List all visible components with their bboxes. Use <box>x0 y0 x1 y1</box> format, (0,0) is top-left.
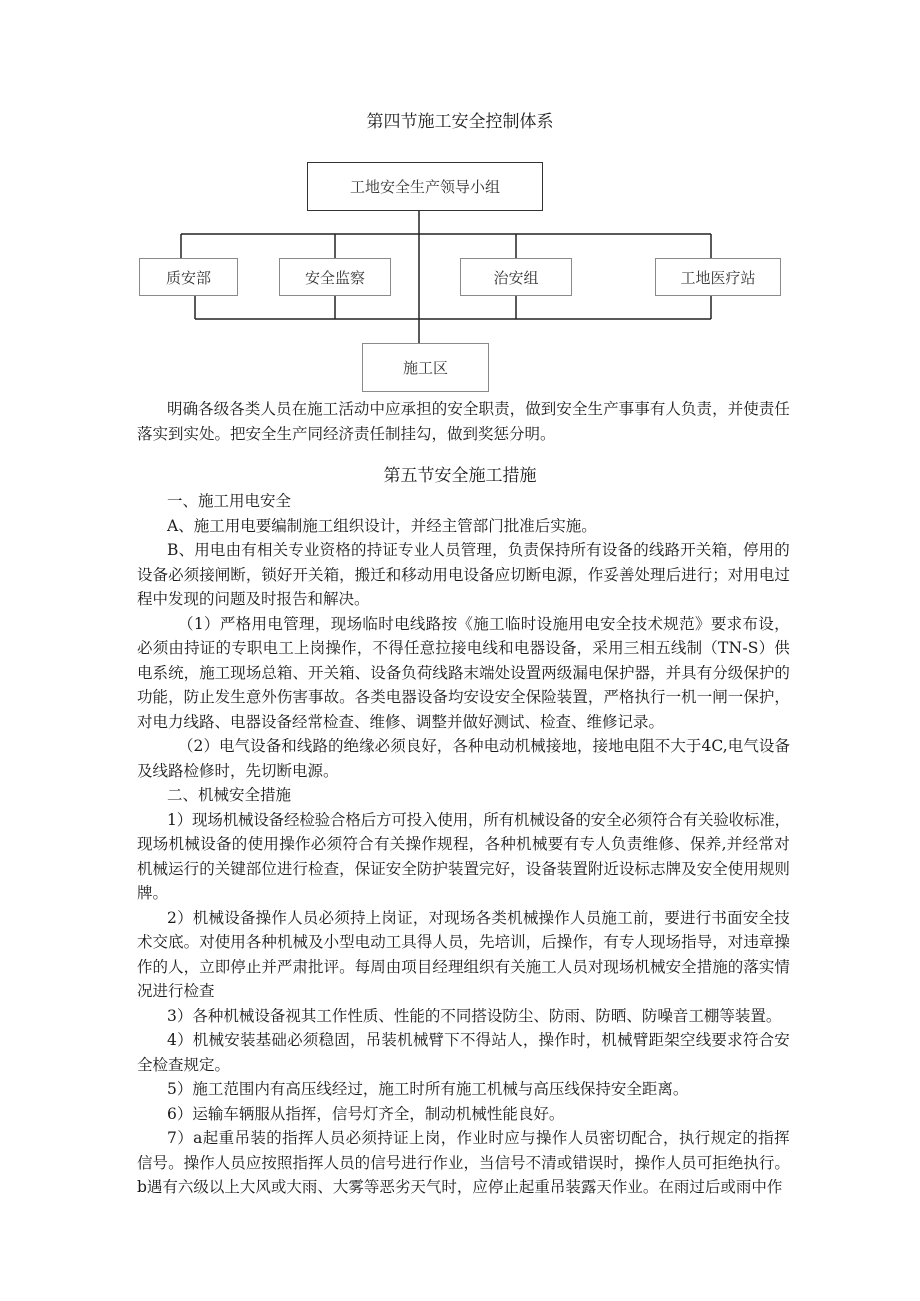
text-line <box>137 930 790 954</box>
text-line-content: 落实到实处。把安全生产同经济责任制挂勾，做到奖惩分明。 <box>137 424 556 443</box>
text-line <box>178 734 790 758</box>
text-line-content: 1）现场机械设备经检验合格后方可投入使用，所有机械设备的安全必须符合有关验收标准， <box>167 810 790 829</box>
text-line <box>137 1053 790 1077</box>
text-line-content: 机械运行的关键部位进行检查，保证安全防护装置完好，设备装置附近设标志牌及安全使用规则 <box>137 859 790 878</box>
section4-title: 第四节施工安全控制体系 <box>366 112 554 132</box>
text-line-content: 电系统，施工现场总箱、开关箱、设备负荷线路末端处设置两级漏电保护器，并具有分级保护的 <box>137 663 790 682</box>
text-line-content: B、用电由有相关专业资格的持证专业人员管理，负责保持所有设备的线路开关箱，停用的 <box>167 541 790 559</box>
text-line <box>167 538 790 562</box>
text-line-content: 设备必须接闸断，锁好开关箱，搬迁和移动用电设备应切断电源，作妥善处理后进行；对用电过 <box>137 565 790 584</box>
text-line-content: 6）运输车辆服从指挥，信号灯齐全，制动机械性能良好。 <box>167 1104 565 1123</box>
text-line <box>137 759 790 783</box>
text-line <box>137 1151 790 1175</box>
text-line-content: 必须由持证的专职电工上岗操作，不得任意拉接电线和电器设备，采用三相五线制（TN-S）供 <box>137 639 790 657</box>
text-line-content: 5）施工范围内有高压线经过，施工时所有施工机械与高压线保持安全距离。 <box>167 1080 689 1098</box>
text-line-content: b遇有六级以上大风或大雨、大雾等恶劣天气时，应停止起重吊装露天作业。在雨过后或雨中作 <box>137 1178 783 1196</box>
text-line-content: 及线路检修时，先切断电源。 <box>137 761 339 780</box>
text-line <box>137 710 790 734</box>
text-line <box>137 636 790 660</box>
text-line <box>137 422 790 446</box>
text-line <box>167 1126 790 1150</box>
text-line-content: 对电力线路、电器设备经常检查、维修、调整并做好测试、检查、维修记录。 <box>137 712 665 731</box>
text-line <box>167 489 790 513</box>
text-line <box>137 832 790 856</box>
text-line-content: 功能，防止发生意外伤害事故。各类电器设备均安设安全保险装置，严格执行一机一闸一保护， <box>137 688 790 706</box>
org-box-leadership-group: 工地安全生产领导小组 <box>307 162 543 211</box>
org-box-safety-supervision: 安全监察 <box>279 258 391 296</box>
text-line <box>137 955 790 979</box>
text-line-content: 全检查规定。 <box>137 1055 231 1074</box>
text-line-content: 3）各种机械设备视其工作性质、性能的不同搭设防尘、防雨、防晒、防噪音工棚等装置。 <box>167 1006 782 1025</box>
org-box-security-team: 治安组 <box>460 258 572 296</box>
text-line-content: 2）机械设备操作人员必须持上岗证，对现场各类机械操作人员施工前，要进行书面安全技 <box>167 908 791 927</box>
text-line-content: A、施工用电要编制施工组织设计，并经主管部门批准后实施。 <box>167 516 597 535</box>
text-line <box>137 857 790 881</box>
text-line <box>167 514 790 538</box>
text-line <box>167 808 790 832</box>
text-line <box>137 881 790 905</box>
text-line-content: 况进行检查 <box>137 982 215 1000</box>
text-line-content: 作的人，立即停止并严肃批评。每周由项目经理组织有关施工人员对现场机械安全措施的落实情 <box>137 957 790 976</box>
text-line <box>137 685 790 709</box>
text-line-content: （1）严格用电管理，现场临时电线路按《施工临时设施用电安全技术规范》要求布设， <box>178 614 791 633</box>
text-line-content: 7）a起重吊装的指挥人员必须持证上岗，作业时应与操作人员密切配合，执行规定的指挥 <box>167 1129 790 1147</box>
text-line-content: 二、机械安全措施 <box>167 786 292 804</box>
text-line <box>167 783 790 807</box>
text-line-content: 术交底。对使用各种机械及小型电动工具得人员，先培训，后操作，有专人现场指导，对违章操 <box>137 933 790 951</box>
text-line <box>178 612 790 636</box>
text-line-content: （2）电气设备和线路的绝缘必须良好，各种电动机械接地，接地电阻不大于4C,电气设备 <box>178 737 791 755</box>
text-line <box>167 1028 790 1052</box>
text-line <box>137 661 790 685</box>
org-box-quality-safety-dept: 质安部 <box>139 258 238 296</box>
section5-title: 第五节安全施工措施 <box>383 466 537 486</box>
text-line <box>137 1175 790 1199</box>
org-box-site-clinic: 工地医疗站 <box>655 258 781 296</box>
text-line-content: 牌。 <box>137 884 169 902</box>
text-line-content: 信号。操作人员应按照指挥人员的信号进行作业，当信号不清或错误时，操作人员可拒绝执行。 <box>137 1153 790 1172</box>
text-line <box>137 563 790 587</box>
text-line-content: 现场机械设备的使用操作必须符合有关操作规程，各种机械要有专人负责维修、保养,并经常对 <box>137 835 790 853</box>
text-line-content: 明确各级各类人员在施工活动中应承担的安全职责，做到安全生产事事有人负责，并使责任 <box>167 400 791 418</box>
text-line <box>167 1004 790 1028</box>
text-line <box>167 906 790 930</box>
text-line-content: 4）机械安装基础必须稳固，吊装机械臂下不得站人，操作时，机械臂距架空线要求符合安 <box>167 1031 791 1049</box>
text-line <box>137 587 790 611</box>
org-box-construction-area: 施工区 <box>362 343 489 392</box>
text-line <box>167 1102 790 1126</box>
text-line-content: 程中发现的问题及时报告和解决。 <box>137 590 370 608</box>
text-line-content: 一、施工用电安全 <box>167 492 292 510</box>
text-line <box>137 979 790 1003</box>
text-line <box>167 1077 790 1101</box>
text-line <box>167 397 790 421</box>
